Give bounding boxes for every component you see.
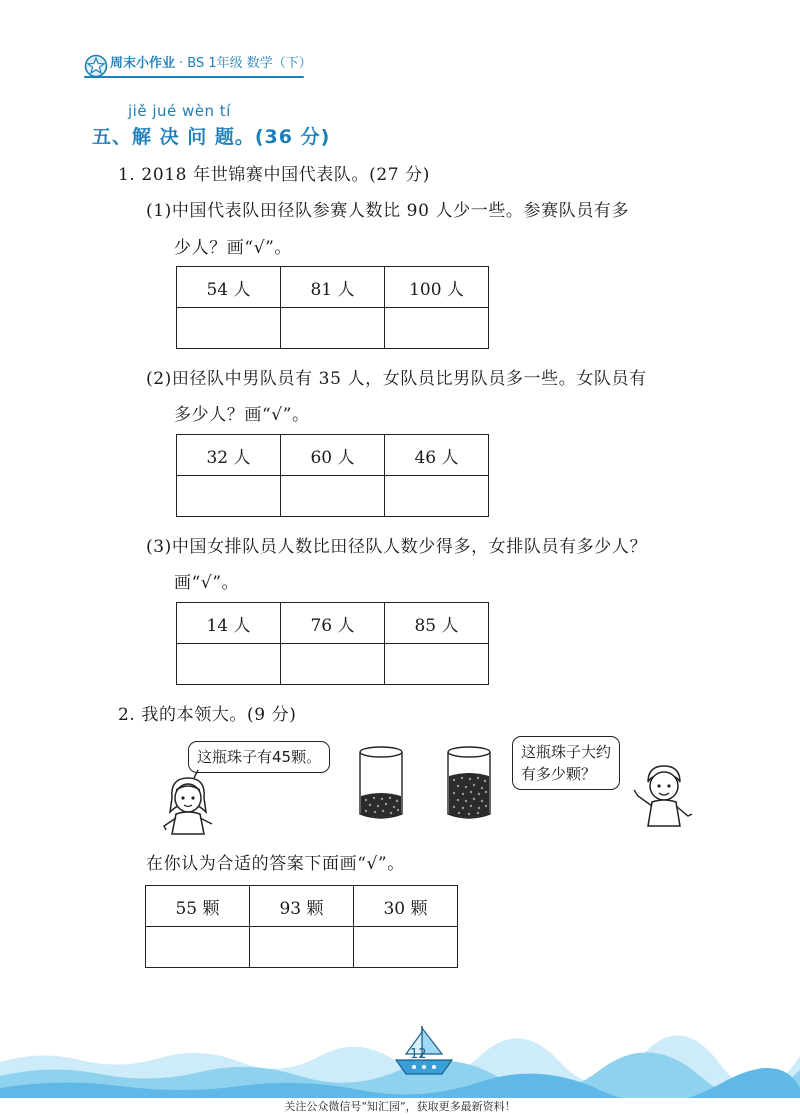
option-cell: 30 颗 [354, 886, 458, 927]
boy-illustration [626, 760, 698, 832]
option-cell: 93 颗 [250, 886, 354, 927]
option-cell: 14 人 [177, 603, 281, 644]
option-cell: 85 人 [385, 603, 489, 644]
speech-bubble-right-line1: 这瓶珠子大约 [521, 743, 612, 761]
answer-table-1-1 [176, 266, 489, 349]
answer-cell[interactable] [146, 927, 250, 968]
answer-table-1-2 [176, 434, 489, 517]
logo-icon [84, 54, 108, 78]
speech-bubble-right-line2: 有多少颗？ [521, 765, 597, 783]
question-2-instruction: 在你认为合适的答案下面画“√”。 [146, 854, 405, 874]
answer-cell[interactable] [281, 476, 385, 517]
header-subtitle: · BS 1年级 数学（下） [179, 56, 312, 71]
table-row [177, 267, 489, 308]
option-cell: 55 颗 [146, 886, 250, 927]
answer-cell[interactable] [385, 476, 489, 517]
option-cell: 81 人 [281, 267, 385, 308]
header-title-main: 周末小作业 [110, 56, 176, 71]
answer-cell[interactable] [354, 927, 458, 968]
question-1-2-line2: 多少人？画“√”。 [174, 405, 310, 425]
option-cell: 32 人 [177, 435, 281, 476]
option-cell: 46 人 [385, 435, 489, 476]
answer-cell[interactable] [177, 644, 281, 685]
table-row [177, 308, 489, 349]
page-number: 12 [410, 1047, 427, 1062]
girl-illustration [158, 768, 228, 838]
header-underline [84, 76, 304, 78]
question-1-2-line1: (2)田径队中男队员有 35 人，女队员比男队员多一些。女队员有 [146, 369, 647, 389]
option-cell: 54 人 [177, 267, 281, 308]
speech-bubble-left: 这瓶珠子有45颗。 [188, 741, 330, 773]
answer-cell[interactable] [250, 927, 354, 968]
option-cell: 76 人 [281, 603, 385, 644]
table-row [177, 603, 489, 644]
answer-table-1-3 [176, 602, 489, 685]
speech-bubble-right [512, 736, 620, 790]
question-1-title: 1. 2018 年世锦赛中国代表队。(27 分) [118, 165, 430, 185]
jar-question-beads [444, 746, 494, 822]
question-1-1-line2: 少人？画“√”。 [174, 238, 293, 258]
table-row [146, 927, 458, 968]
jar-45-beads [356, 746, 406, 822]
answer-cell[interactable] [385, 308, 489, 349]
answer-cell[interactable] [385, 644, 489, 685]
section-heading: 五、解 决 问 题。(36 分) [92, 126, 331, 148]
answer-cell[interactable] [281, 308, 385, 349]
header-title [110, 52, 312, 71]
answer-table-2 [145, 885, 458, 968]
table-row [177, 435, 489, 476]
table-row [177, 476, 489, 517]
option-cell: 60 人 [281, 435, 385, 476]
table-row [177, 644, 489, 685]
section-pinyin: jiě jué wèn tí [128, 102, 231, 120]
footer-note: 关注公众微信号“知汇园”，获取更多最新资料！ [284, 1100, 516, 1113]
answer-cell[interactable] [281, 644, 385, 685]
answer-cell[interactable] [177, 308, 281, 349]
option-cell: 100 人 [385, 267, 489, 308]
question-2-title: 2. 我的本领大。(9 分) [118, 705, 297, 725]
answer-cell[interactable] [177, 476, 281, 517]
table-row [146, 886, 458, 927]
question-1-1-line1: (1)中国代表队田径队参赛人数比 90 人少一些。参赛队员有多 [146, 201, 630, 221]
question-1-3-line2: 画“√”。 [174, 573, 240, 593]
question-1-3-line1: (3)中国女排队员人数比田径队人数少得多，女排队员有多少人？ [146, 537, 648, 557]
